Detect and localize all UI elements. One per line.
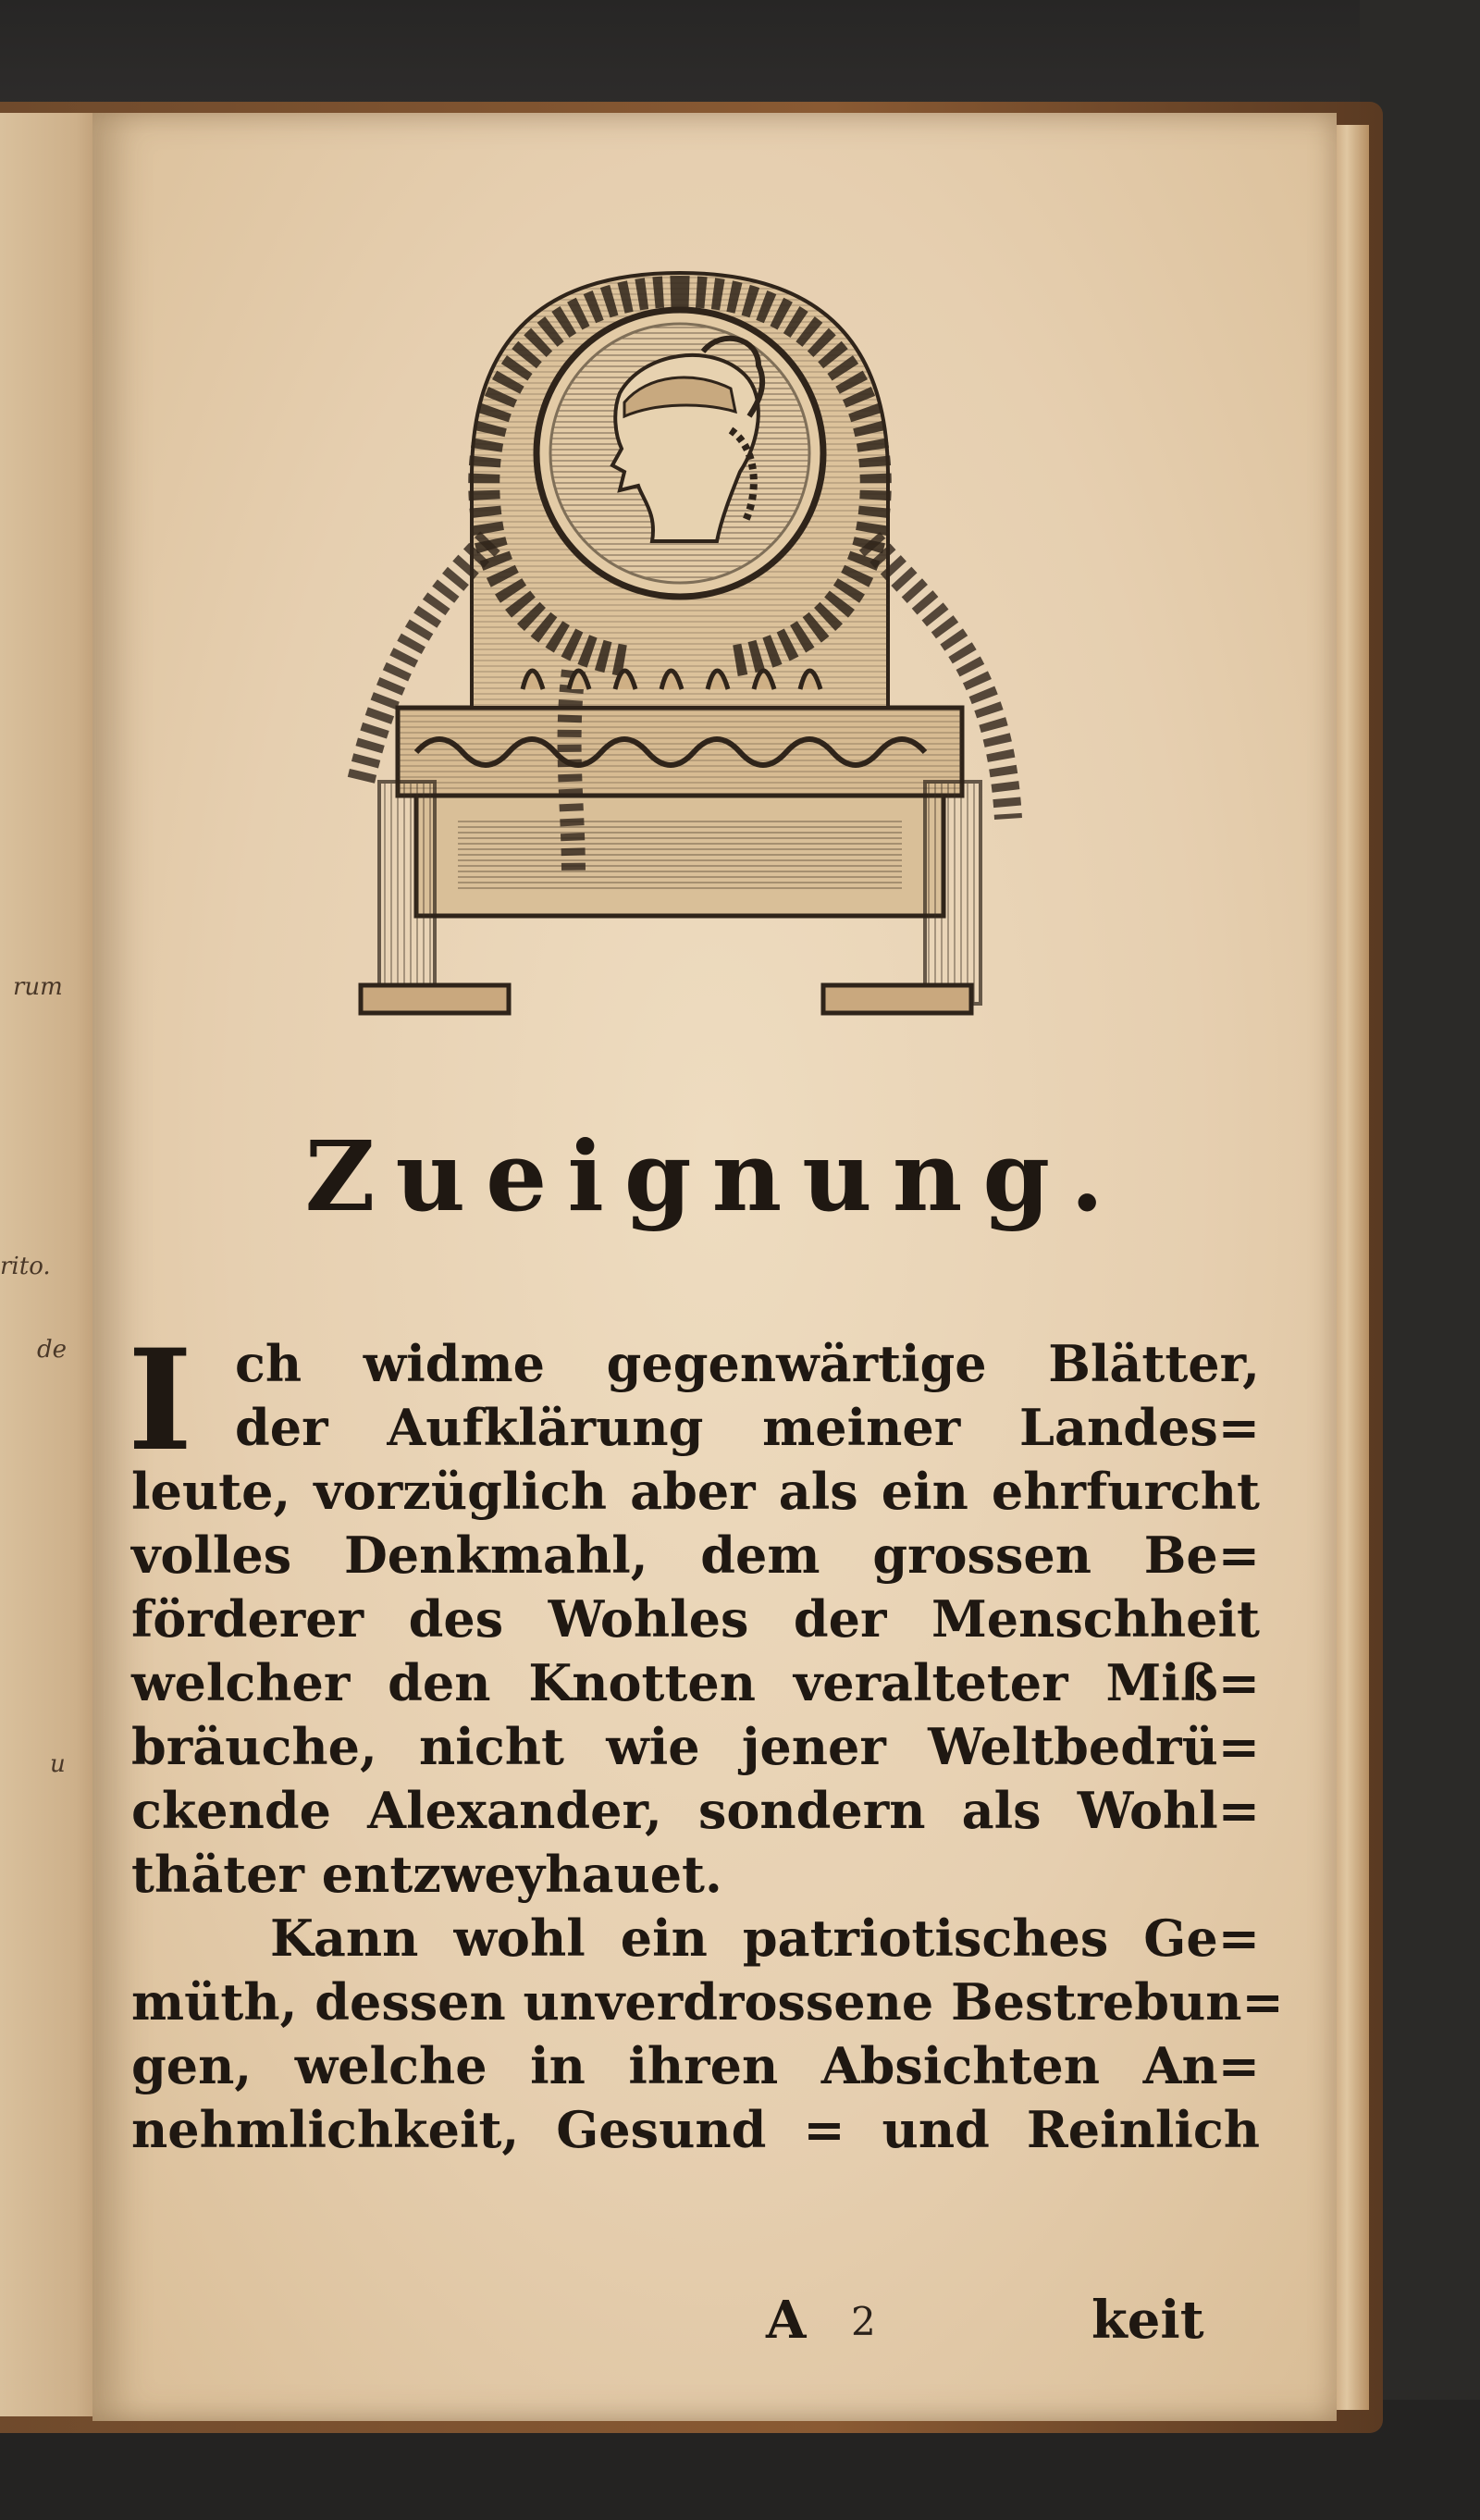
background-top (0, 0, 1480, 111)
text-line: müth, dessen unverdrossene Bestrebun= (131, 1972, 1284, 2032)
catchword: keit (1092, 2290, 1204, 2351)
body-text (128, 1319, 1284, 2162)
page-number: 2 (851, 2299, 876, 2344)
text-line: nehmlichkeit, Gesund = und Reinlich (131, 2100, 1260, 2159)
left-page-fragment: de (37, 1336, 68, 1364)
text-line: gen, welche in ihren Absichten An= (131, 2036, 1260, 2095)
left-page-fragment: u (50, 1750, 66, 1778)
text-line: ckende Alexander, sondern als Wohl= (131, 1781, 1260, 1840)
text-line: der Aufklärung meiner Landes= (235, 1398, 1260, 1457)
text-line: leute, vorzüglich aber als ein ehrfurcht (131, 1462, 1260, 1521)
text-line: volles Denkmahl, dem grossen Be= (131, 1526, 1260, 1585)
drop-cap: I (128, 1319, 193, 1482)
left-page-fragment: rito. (0, 1253, 51, 1280)
text-line: bräuche, nicht wie jener Weltbedrü= (131, 1717, 1260, 1776)
page-footer (92, 2290, 1337, 2364)
signature-mark: A (766, 2290, 807, 2351)
text-line: thäter entzweyhauet. (131, 1845, 722, 1904)
text-line: förderer des Wohles der Menschheit (131, 1589, 1260, 1649)
page-fore-edge (1332, 125, 1369, 2410)
text-line: Kann wohl ein patriotisches Ge= (270, 1909, 1260, 1968)
page-title: Zueignung. (304, 1119, 1125, 1233)
text-line: welcher den Knotten veralteter Miß= (131, 1653, 1260, 1712)
left-page-fragment: rum (13, 973, 63, 1001)
medallion-vignette-engraving (324, 264, 1036, 1031)
text-line: ch widme gegenwärtige Blätter, (235, 1334, 1260, 1393)
